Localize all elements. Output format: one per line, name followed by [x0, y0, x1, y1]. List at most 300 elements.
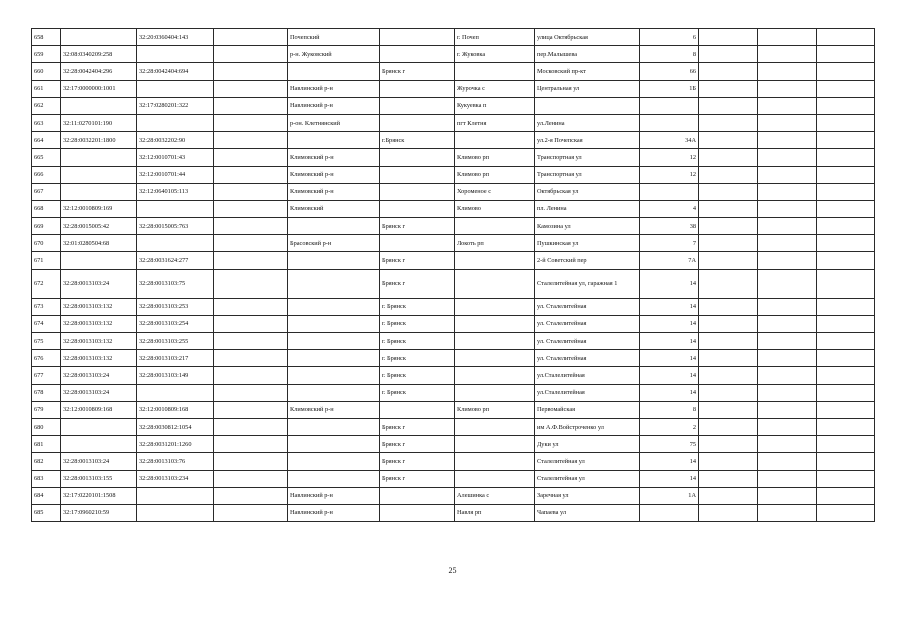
extra-cell — [817, 200, 875, 217]
district-cell: Климовский р-н — [288, 183, 380, 200]
house-number-cell: 6 — [640, 29, 699, 46]
street-cell: Сталелитейная ул — [535, 453, 640, 470]
district-cell: р-н. Жуковский — [288, 46, 380, 63]
cadastral-number-cell: 32:28:0013103:132 — [61, 350, 137, 367]
row-number-cell: 678 — [32, 384, 61, 401]
extra-cell — [817, 252, 875, 269]
house-number-cell: 14 — [640, 333, 699, 350]
table-row — [32, 29, 875, 46]
settlement-cell — [455, 384, 535, 401]
extra-cell — [758, 453, 817, 470]
street-cell: пл. Ленина — [535, 200, 640, 217]
extra-cell — [699, 470, 758, 487]
street-cell: улица Октябрьская — [535, 29, 640, 46]
cadastral-number-cell: 32:28:0013103:24 — [61, 453, 137, 470]
district-cell — [288, 298, 380, 315]
extra-cell — [699, 252, 758, 269]
row-number-cell: 670 — [32, 235, 61, 252]
building-cadastral-cell: 32:28:0032202:90 — [137, 132, 214, 149]
extra-cell — [758, 418, 817, 435]
settlement-cell — [455, 63, 535, 80]
table-row — [32, 269, 875, 298]
extra-cell — [699, 46, 758, 63]
district-cell: Климовский — [288, 200, 380, 217]
street-cell: Транспортная ул — [535, 149, 640, 166]
extra-cell — [699, 401, 758, 418]
cadastral-number-cell — [61, 149, 137, 166]
street-cell: Транспортная ул — [535, 166, 640, 183]
row-number-cell: 673 — [32, 298, 61, 315]
table-row — [32, 453, 875, 470]
extra-cell — [758, 114, 817, 131]
district-cell — [288, 384, 380, 401]
empty-cell — [214, 63, 288, 80]
row-number-cell: 662 — [32, 97, 61, 114]
cadastral-number-cell — [61, 97, 137, 114]
settlement-cell — [455, 436, 535, 453]
district-cell: р-он. Клетнянский — [288, 114, 380, 131]
street-cell: Дуки ул — [535, 436, 640, 453]
extra-cell — [758, 132, 817, 149]
building-cadastral-cell: 32:28:0013103:149 — [137, 367, 214, 384]
table-row — [32, 218, 875, 235]
empty-cell — [214, 218, 288, 235]
street-cell: им А.Ф.Войстроченко ул — [535, 418, 640, 435]
extra-cell — [817, 218, 875, 235]
extra-cell — [817, 132, 875, 149]
extra-cell — [817, 453, 875, 470]
street-cell: Пушкинская ул — [535, 235, 640, 252]
district-cell: Навлинский р-н — [288, 97, 380, 114]
cadastral-number-cell — [61, 418, 137, 435]
district-cell: Навлинский р-н — [288, 504, 380, 521]
street-cell: ул. Сталелитейная — [535, 298, 640, 315]
extra-cell — [758, 504, 817, 521]
house-number-cell: 7А — [640, 252, 699, 269]
city-cell — [380, 401, 455, 418]
extra-cell — [758, 200, 817, 217]
extra-cell — [758, 470, 817, 487]
extra-cell — [758, 235, 817, 252]
settlement-cell — [455, 470, 535, 487]
district-cell — [288, 436, 380, 453]
table-row — [32, 114, 875, 131]
extra-cell — [699, 183, 758, 200]
building-cadastral-cell: 32:12:0010701:44 — [137, 166, 214, 183]
extra-cell — [817, 80, 875, 97]
city-cell — [380, 200, 455, 217]
extra-cell — [817, 29, 875, 46]
empty-cell — [214, 298, 288, 315]
row-number-cell: 665 — [32, 149, 61, 166]
city-cell — [380, 183, 455, 200]
building-cadastral-cell: 32:28:0042404:694 — [137, 63, 214, 80]
empty-cell — [214, 80, 288, 97]
table-row — [32, 367, 875, 384]
district-cell: Навлинский р-н — [288, 487, 380, 504]
empty-cell — [214, 252, 288, 269]
table-row — [32, 315, 875, 332]
registry-table — [31, 28, 875, 522]
empty-cell — [214, 504, 288, 521]
row-number-cell: 659 — [32, 46, 61, 63]
row-number-cell: 669 — [32, 218, 61, 235]
settlement-cell — [455, 298, 535, 315]
table-row — [32, 149, 875, 166]
settlement-cell: г. Почеп — [455, 29, 535, 46]
street-cell: Центральная ул — [535, 80, 640, 97]
extra-cell — [699, 315, 758, 332]
settlement-cell: г. Жуковка — [455, 46, 535, 63]
house-number-cell: 14 — [640, 298, 699, 315]
extra-cell — [699, 418, 758, 435]
extra-cell — [699, 166, 758, 183]
row-number-cell: 660 — [32, 63, 61, 80]
table-row — [32, 504, 875, 521]
cadastral-number-cell: 32:08:0340209:258 — [61, 46, 137, 63]
house-number-cell: 14 — [640, 470, 699, 487]
settlement-cell — [455, 453, 535, 470]
building-cadastral-cell: 32:28:0013103:75 — [137, 269, 214, 298]
table-row — [32, 487, 875, 504]
building-cadastral-cell — [137, 487, 214, 504]
street-cell: Октябрьская ул — [535, 183, 640, 200]
extra-cell — [758, 401, 817, 418]
extra-cell — [699, 367, 758, 384]
street-cell: Сталелитейная ул, гаражная 1 — [535, 269, 640, 298]
extra-cell — [758, 436, 817, 453]
extra-cell — [758, 367, 817, 384]
extra-cell — [699, 114, 758, 131]
table-row — [32, 401, 875, 418]
row-number-cell: 675 — [32, 333, 61, 350]
empty-cell — [214, 149, 288, 166]
extra-cell — [699, 298, 758, 315]
empty-cell — [214, 384, 288, 401]
extra-cell — [699, 453, 758, 470]
building-cadastral-cell: 32:28:0031201:1260 — [137, 436, 214, 453]
city-cell — [380, 487, 455, 504]
empty-cell — [214, 183, 288, 200]
row-number-cell: 672 — [32, 269, 61, 298]
district-cell — [288, 132, 380, 149]
cadastral-number-cell: 32:28:0013103:155 — [61, 470, 137, 487]
extra-cell — [699, 504, 758, 521]
district-cell — [288, 367, 380, 384]
cadastral-number-cell: 32:28:0032201:1800 — [61, 132, 137, 149]
building-cadastral-cell: 32:28:0031624:277 — [137, 252, 214, 269]
house-number-cell — [640, 504, 699, 521]
extra-cell — [758, 166, 817, 183]
district-cell — [288, 315, 380, 332]
extra-cell — [758, 149, 817, 166]
street-cell: Сталелитейная ул — [535, 470, 640, 487]
cadastral-number-cell: 32:28:0013103:24 — [61, 269, 137, 298]
empty-cell — [214, 269, 288, 298]
extra-cell — [699, 384, 758, 401]
district-cell — [288, 453, 380, 470]
cadastral-number-cell: 32:17:0220101:1508 — [61, 487, 137, 504]
district-cell — [288, 218, 380, 235]
table-row — [32, 80, 875, 97]
table-row — [32, 166, 875, 183]
house-number-cell: 12 — [640, 149, 699, 166]
extra-cell — [817, 350, 875, 367]
cadastral-number-cell: 32:28:0042404:296 — [61, 63, 137, 80]
district-cell — [288, 269, 380, 298]
table-row — [32, 350, 875, 367]
house-number-cell: 14 — [640, 269, 699, 298]
house-number-cell: 7 — [640, 235, 699, 252]
table-row — [32, 436, 875, 453]
city-cell: Брянск г — [380, 436, 455, 453]
extra-cell — [817, 298, 875, 315]
house-number-cell: 14 — [640, 384, 699, 401]
table-row — [32, 298, 875, 315]
street-cell — [535, 97, 640, 114]
settlement-cell — [455, 315, 535, 332]
street-cell: ул.Сталелитейная — [535, 384, 640, 401]
district-cell: Навлинский р-н — [288, 80, 380, 97]
house-number-cell: 8 — [640, 401, 699, 418]
street-cell: Камозина ул — [535, 218, 640, 235]
cadastral-number-cell — [61, 166, 137, 183]
row-number-cell: 676 — [32, 350, 61, 367]
settlement-cell: Журочка с — [455, 80, 535, 97]
cadastral-number-cell: 32:12:0010809:168 — [61, 401, 137, 418]
empty-cell — [214, 350, 288, 367]
city-cell: г. Брянск — [380, 384, 455, 401]
extra-cell — [758, 252, 817, 269]
table-row — [32, 252, 875, 269]
empty-cell — [214, 97, 288, 114]
city-cell: Брянск г — [380, 453, 455, 470]
settlement-cell — [455, 350, 535, 367]
house-number-cell: 2 — [640, 418, 699, 435]
empty-cell — [214, 453, 288, 470]
extra-cell — [817, 384, 875, 401]
row-number-cell: 685 — [32, 504, 61, 521]
extra-cell — [817, 333, 875, 350]
district-cell: Климовский р-н — [288, 401, 380, 418]
house-number-cell — [640, 183, 699, 200]
row-number-cell: 677 — [32, 367, 61, 384]
building-cadastral-cell — [137, 235, 214, 252]
house-number-cell: 14 — [640, 453, 699, 470]
row-number-cell: 667 — [32, 183, 61, 200]
building-cadastral-cell: 32:28:0013103:254 — [137, 315, 214, 332]
settlement-cell — [455, 218, 535, 235]
house-number-cell: 66 — [640, 63, 699, 80]
building-cadastral-cell: 32:20:0360404:143 — [137, 29, 214, 46]
cadastral-number-cell: 32:17:0960210:59 — [61, 504, 137, 521]
table-row — [32, 132, 875, 149]
street-cell: Чапаева ул — [535, 504, 640, 521]
table-row — [32, 46, 875, 63]
extra-cell — [817, 149, 875, 166]
city-cell — [380, 46, 455, 63]
cadastral-number-cell: 32:28:0013103:24 — [61, 384, 137, 401]
extra-cell — [699, 235, 758, 252]
cadastral-number-cell: 32:28:0013103:132 — [61, 333, 137, 350]
extra-cell — [699, 487, 758, 504]
row-number-cell: 666 — [32, 166, 61, 183]
city-cell — [380, 235, 455, 252]
city-cell: Брянск г — [380, 218, 455, 235]
extra-cell — [699, 63, 758, 80]
extra-cell — [699, 350, 758, 367]
empty-cell — [214, 367, 288, 384]
row-number-cell: 679 — [32, 401, 61, 418]
city-cell: г. Брянск — [380, 333, 455, 350]
extra-cell — [817, 401, 875, 418]
street-cell: Заречная ул — [535, 487, 640, 504]
extra-cell — [699, 200, 758, 217]
district-cell: Брасовский р-н — [288, 235, 380, 252]
house-number-cell: 75 — [640, 436, 699, 453]
building-cadastral-cell: 32:12:0640105:113 — [137, 183, 214, 200]
extra-cell — [758, 269, 817, 298]
row-number-cell: 681 — [32, 436, 61, 453]
cadastral-number-cell — [61, 183, 137, 200]
building-cadastral-cell: 32:28:0013103:76 — [137, 453, 214, 470]
row-number-cell: 680 — [32, 418, 61, 435]
empty-cell — [214, 418, 288, 435]
city-cell: Брянск г — [380, 63, 455, 80]
extra-cell — [699, 97, 758, 114]
extra-cell — [758, 29, 817, 46]
building-cadastral-cell — [137, 504, 214, 521]
extra-cell — [817, 97, 875, 114]
table-row — [32, 384, 875, 401]
table-row — [32, 200, 875, 217]
city-cell — [380, 504, 455, 521]
table-row — [32, 333, 875, 350]
settlement-cell — [455, 132, 535, 149]
city-cell: г. Брянск — [380, 350, 455, 367]
city-cell — [380, 114, 455, 131]
city-cell: Брянск г — [380, 269, 455, 298]
extra-cell — [758, 487, 817, 504]
extra-cell — [817, 63, 875, 80]
building-cadastral-cell: 32:17:0280201:322 — [137, 97, 214, 114]
house-number-cell: 38 — [640, 218, 699, 235]
extra-cell — [699, 132, 758, 149]
extra-cell — [699, 333, 758, 350]
settlement-cell: Алешинка с — [455, 487, 535, 504]
settlement-cell: пгт Клетня — [455, 114, 535, 131]
building-cadastral-cell: 32:28:0015005:763 — [137, 218, 214, 235]
district-cell — [288, 63, 380, 80]
building-cadastral-cell: 32:28:0030812:1054 — [137, 418, 214, 435]
building-cadastral-cell: 32:28:0013103:255 — [137, 333, 214, 350]
table-body — [32, 29, 875, 522]
empty-cell — [214, 114, 288, 131]
extra-cell — [758, 46, 817, 63]
house-number-cell: 14 — [640, 315, 699, 332]
street-cell: ул.2-я Почепская — [535, 132, 640, 149]
house-number-cell: 34А — [640, 132, 699, 149]
row-number-cell: 683 — [32, 470, 61, 487]
extra-cell — [758, 97, 817, 114]
building-cadastral-cell: 32:28:0013103:234 — [137, 470, 214, 487]
street-cell: пер.Малышева — [535, 46, 640, 63]
building-cadastral-cell: 32:28:0013103:253 — [137, 298, 214, 315]
house-number-cell — [640, 97, 699, 114]
city-cell: Брянск г — [380, 470, 455, 487]
extra-cell — [699, 149, 758, 166]
city-cell: Брянск г — [380, 252, 455, 269]
street-cell: ул. Сталелитейная — [535, 333, 640, 350]
empty-cell — [214, 333, 288, 350]
extra-cell — [758, 298, 817, 315]
settlement-cell: Хороменое с — [455, 183, 535, 200]
house-number-cell: 4 — [640, 200, 699, 217]
settlement-cell — [455, 367, 535, 384]
district-cell — [288, 333, 380, 350]
row-number-cell: 658 — [32, 29, 61, 46]
district-cell: Климовский р-н — [288, 166, 380, 183]
table-row — [32, 183, 875, 200]
house-number-cell: 1Б — [640, 80, 699, 97]
cadastral-number-cell: 32:28:0015005:42 — [61, 218, 137, 235]
street-cell: ул.Сталелитейная — [535, 367, 640, 384]
table-row — [32, 418, 875, 435]
district-cell: Почепский — [288, 29, 380, 46]
row-number-cell: 664 — [32, 132, 61, 149]
row-number-cell: 663 — [32, 114, 61, 131]
row-number-cell: 674 — [32, 315, 61, 332]
building-cadastral-cell — [137, 114, 214, 131]
cadastral-number-cell — [61, 29, 137, 46]
settlement-cell: Навля рп — [455, 504, 535, 521]
extra-cell — [758, 183, 817, 200]
city-cell — [380, 166, 455, 183]
settlement-cell — [455, 418, 535, 435]
empty-cell — [214, 46, 288, 63]
cadastral-number-cell: 32:28:0013103:132 — [61, 315, 137, 332]
house-number-cell: 12 — [640, 166, 699, 183]
district-cell — [288, 252, 380, 269]
table-row — [32, 97, 875, 114]
city-cell — [380, 149, 455, 166]
street-cell: Московский пр-кт — [535, 63, 640, 80]
street-cell: ул. Сталелитейная — [535, 350, 640, 367]
city-cell: г.Брянск — [380, 132, 455, 149]
extra-cell — [817, 436, 875, 453]
district-cell — [288, 350, 380, 367]
extra-cell — [817, 235, 875, 252]
table-row — [32, 63, 875, 80]
extra-cell — [699, 29, 758, 46]
cadastral-number-cell: 32:17:0000000:1001 — [61, 80, 137, 97]
house-number-cell: 8 — [640, 46, 699, 63]
city-cell — [380, 97, 455, 114]
page-number: 25 — [448, 566, 457, 575]
settlement-cell — [455, 269, 535, 298]
settlement-cell: Климово рп — [455, 166, 535, 183]
house-number-cell: 1А — [640, 487, 699, 504]
settlement-cell: Локоть рп — [455, 235, 535, 252]
extra-cell — [817, 46, 875, 63]
empty-cell — [214, 200, 288, 217]
extra-cell — [758, 80, 817, 97]
settlement-cell — [455, 252, 535, 269]
extra-cell — [817, 315, 875, 332]
extra-cell — [817, 504, 875, 521]
extra-cell — [758, 315, 817, 332]
empty-cell — [214, 235, 288, 252]
